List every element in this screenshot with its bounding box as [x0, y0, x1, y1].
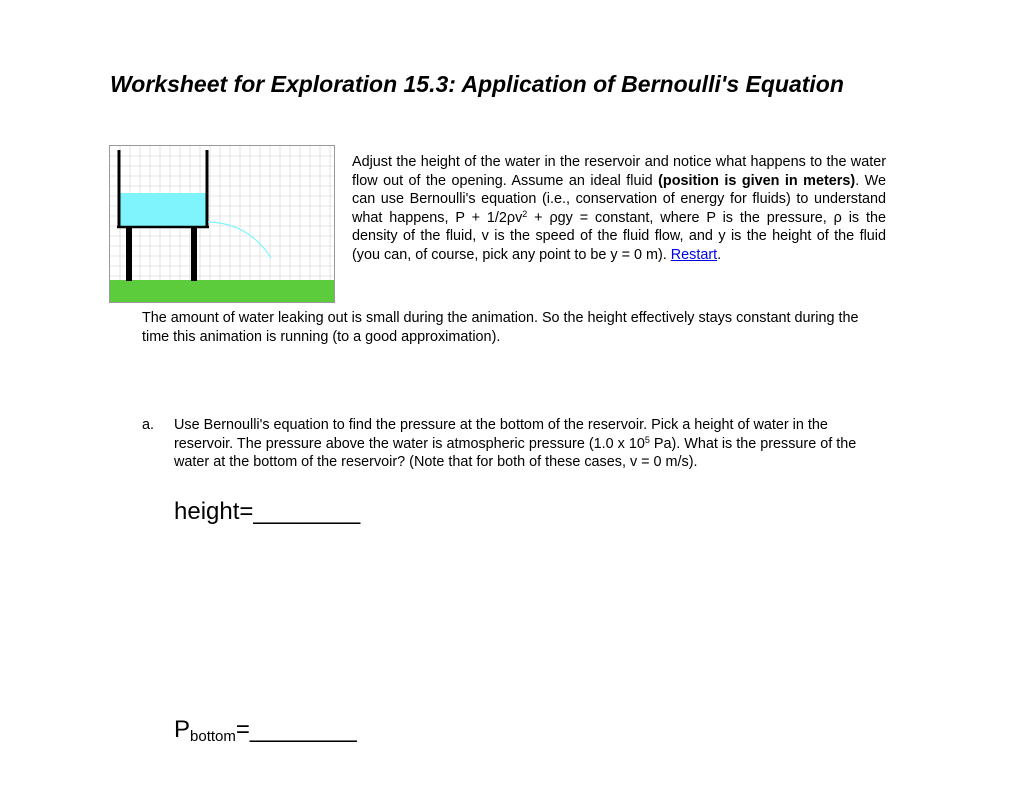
intro-text-1: Adjust the height of the water in the reservoir and notice what happens to the water flow out of the opening. Assume an ideal fluid	[352, 154, 886, 189]
question-text-2: Pa). What is the pressure of the water at the bottom of the reservoir? (Note that for both of these cases, v = 0 m/s).	[174, 435, 857, 471]
water-reservoir[interactable]	[120, 193, 206, 226]
restart-link[interactable]: Restart	[670, 246, 718, 263]
ground	[110, 280, 334, 302]
intro-bold: (position is given in meters)	[658, 172, 856, 189]
pressure-blank: =________	[235, 716, 357, 743]
intro-text-2: . We can use Bernoulli's equation (i.e., conservation of energy for fluids) to understand what happens, P + 1/2ρv	[352, 172, 886, 226]
intro-end: .	[717, 246, 722, 263]
question-text-1: Use Bernoulli's equation to find the pressure at the bottom of the reservoir. Pick a height of water in the reservoir. The pressure above the water is atmospheric pressure (1.0 x 10	[174, 417, 828, 452]
worksheet-title: Worksheet for Exploration 15.3: Application of Bernoulli's Equation	[110, 71, 844, 97]
left-leg	[126, 227, 132, 281]
note-paragraph: The amount of water leaking out is small during the animation. So the height effectively stays constant during the time this animation is running (to a good approximation).	[142, 310, 859, 345]
height-answer-blank[interactable]: height=________	[174, 498, 361, 525]
pressure-label: P	[174, 716, 191, 743]
reservoir-simulation[interactable]	[109, 145, 335, 303]
intro-exponent: 2	[522, 208, 528, 219]
right-leg	[191, 227, 197, 281]
intro-text-3: + ρgy = constant, where P is the pressure, ρ is the density of the fluid, v is the speed of the fluid flow, and y is the height of the fluid (you can, of course, pick any point to be y = 0 m).	[352, 209, 886, 263]
pressure-subscript: bottom	[190, 728, 236, 745]
pressure-answer-blank[interactable]	[174, 715, 357, 745]
question-marker: a.	[142, 417, 155, 433]
question-text	[174, 416, 886, 472]
question-exponent: 5	[644, 434, 650, 445]
intro-paragraph	[352, 153, 886, 265]
